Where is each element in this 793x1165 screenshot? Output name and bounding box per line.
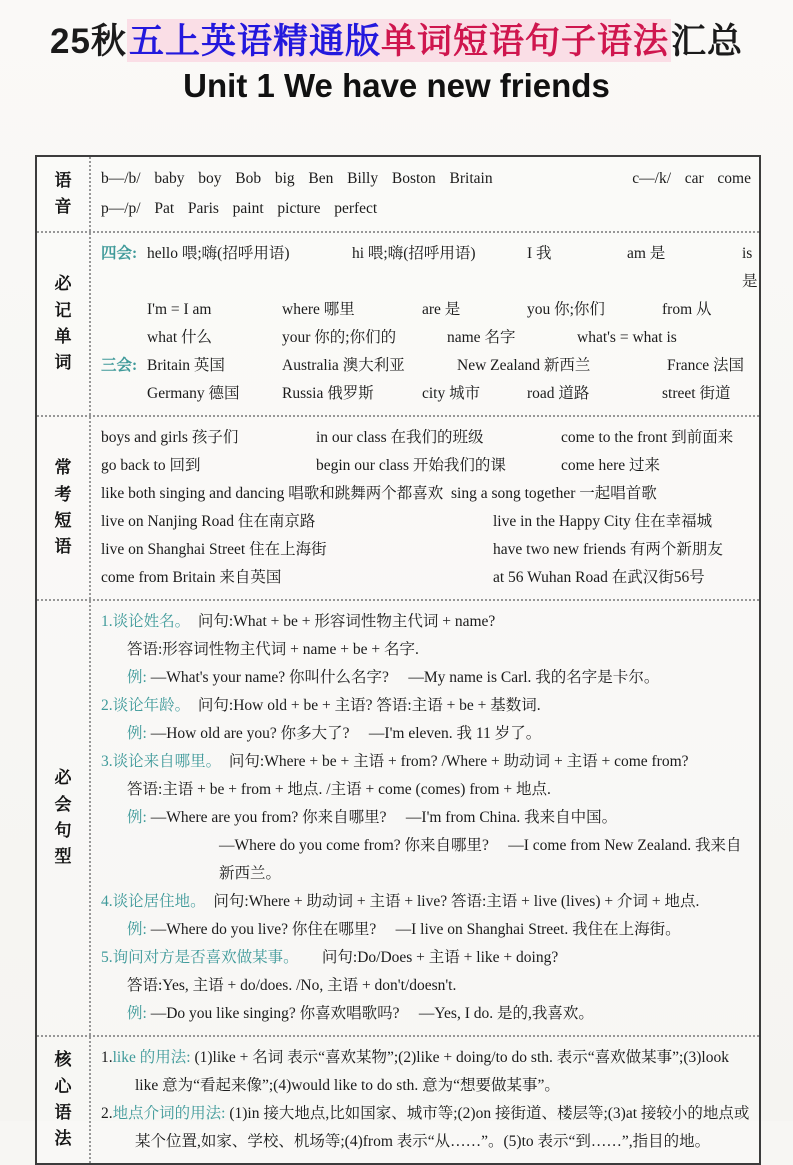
- example-text: —Where do you live? 你住在哪里? —I live on Shanghai Street. 我住在上海街。: [146, 921, 681, 938]
- three-skill-lines: [147, 352, 751, 408]
- pattern-1-question: [101, 608, 751, 636]
- pattern-3-example: [101, 804, 751, 832]
- phonics-content: [91, 157, 759, 231]
- phrase-entry: boys and girls 孩子们: [101, 429, 239, 446]
- phrase-entry: live in the Happy City 住在幸福城: [493, 513, 713, 530]
- example-text: —What's your name? 你叫什么名字? —My name is Carl. 我的名字是卡尔。: [146, 669, 660, 686]
- four-skill-lines: [147, 240, 758, 352]
- pattern-4-head: 4.谈论居住地。: [101, 893, 198, 910]
- phrase-entry: in our class 在我们的班级: [316, 429, 484, 446]
- phonics-b-words: b—/b/ baby boy Bob big Ben Billy Boston Britain: [101, 170, 493, 187]
- word-entry: city 城市: [422, 385, 481, 402]
- word-entry: your 你的;你们的: [282, 329, 397, 346]
- pattern-3-answer: 答语:主语 + be + from + 地点. /主语 + come (comes) from + 地点.: [127, 781, 551, 798]
- pattern-5-question: [101, 944, 751, 972]
- row-phonics: [37, 157, 759, 231]
- unit-title: Unit 1 We have new friends: [183, 67, 610, 104]
- phrase-entry: come to the front 到前面来: [561, 429, 734, 446]
- word-entry: what's = what is: [577, 329, 677, 346]
- phrase-entry: have two new friends 有两个新朋友: [493, 541, 723, 558]
- word-entry: Australia 澳大利亚: [282, 357, 405, 374]
- phrase-entry: live on Shanghai Street 住在上海街: [101, 541, 327, 558]
- pattern-4-question: [101, 888, 751, 916]
- pattern-1-formula: 问句:What + be + 形容词性物主代词 + name?: [182, 613, 496, 630]
- four-skill-block: [101, 240, 758, 352]
- grammar-item-head: 地点介词的用法:: [112, 1105, 226, 1122]
- example-text: —How old are you? 你多大了? —I'm eleven. 我 11 岁了。: [146, 725, 542, 742]
- row-phonics-label: 语音: [54, 170, 72, 216]
- four-skill-label: 四会:: [101, 245, 138, 262]
- pattern-4-example: [101, 916, 751, 944]
- page-title: [0, 20, 793, 64]
- word-line: [147, 380, 751, 408]
- pattern-3-question: [101, 748, 751, 776]
- phonics-line-2: [101, 194, 751, 224]
- row-phonics-labelcell: [37, 157, 91, 231]
- word-entry: Germany 德国: [147, 385, 240, 402]
- word-line: [147, 296, 751, 324]
- grammar-item-body: (1)like + 名词 表示“喜欢某物”;(2)like + doing/to do sth. 表示“喜欢做某事”;(3)look like 意为“看起来像”;(4)would like to do sth. 意为“想要做某事”。: [135, 1049, 733, 1094]
- summary-table: [35, 155, 761, 1165]
- phonics-p-words: p—/p/ Pat Paris paint picture perfect: [101, 200, 378, 217]
- row-words-label: 必记单词: [54, 274, 72, 373]
- phrase-entry: come from Britain 来自英国: [101, 569, 282, 586]
- row-grammar-labelcell: [37, 1037, 91, 1163]
- phrase-line: [101, 536, 751, 564]
- three-skill-label: 三会:: [101, 357, 138, 374]
- phrase-line: [101, 424, 751, 452]
- word-entry: I 我: [527, 245, 552, 262]
- pattern-1-head: 1.谈论姓名。: [101, 613, 183, 630]
- words-content: [91, 233, 759, 415]
- grammar-item-head: like 的用法:: [112, 1049, 191, 1066]
- phonics-c-words: c—/k/ car come: [632, 170, 751, 187]
- pattern-1-answer: 答语:形容词性物主代词 + name + be + 名字.: [127, 641, 419, 658]
- word-entry: where 哪里: [282, 301, 355, 318]
- example-label: 例:: [127, 669, 147, 686]
- example-text: —Do you like singing? 你喜欢唱歌吗? —Yes, I do. 是的,我喜欢。: [146, 1005, 594, 1022]
- phrase-entry: sing a song together 一起唱首歌: [451, 485, 657, 502]
- word-entry: name 名字: [447, 329, 516, 346]
- row-phrases-label: 常考短语: [54, 458, 72, 557]
- example-label: 例:: [127, 725, 147, 742]
- pattern-5-formula: 问句:Do/Does + 主语 + like + doing?: [290, 949, 559, 966]
- word-entry: street 街道: [662, 385, 731, 402]
- row-words-labelcell: [37, 233, 91, 415]
- word-entry: are 是: [422, 301, 461, 318]
- row-sentences-label: 必会句型: [54, 768, 72, 867]
- word-entry: road 道路: [527, 385, 590, 402]
- row-phrases-labelcell: [37, 417, 91, 599]
- example-label: 例:: [127, 809, 147, 826]
- word-entry: I'm = I am: [147, 301, 212, 318]
- title-topic: 单词短语句子语法: [380, 22, 669, 61]
- grammar-item-number: 1.: [101, 1049, 113, 1066]
- row-sentences: [37, 599, 759, 1035]
- phrase-entry: live on Nanjing Road 住在南京路: [101, 513, 316, 530]
- word-entry: what 什么: [147, 329, 213, 346]
- title-edition: 五上英语精通版: [128, 22, 381, 61]
- pattern-5-head: 5.询问对方是否喜欢做某事。: [101, 949, 291, 966]
- word-entry: is 是: [742, 245, 758, 290]
- phrases-content: [91, 417, 759, 599]
- pattern-3-example-2: —Where do you come from? 你来自哪里? —I come from New Zealand. 我来自新西兰。: [219, 837, 742, 882]
- row-sentences-labelcell: [37, 601, 91, 1035]
- phrase-line: [101, 564, 751, 592]
- pattern-5-example: [101, 1000, 751, 1028]
- pattern-2-question: [101, 692, 751, 720]
- pattern-2-head: 2.谈论年龄。: [101, 697, 183, 714]
- word-entry: you 你;你们: [527, 301, 605, 318]
- title-prefix: 25秋: [50, 22, 127, 61]
- row-grammar: [37, 1035, 759, 1163]
- word-entry: hi 喂;嗨(招呼用语): [352, 245, 476, 262]
- sentences-content: [91, 601, 759, 1035]
- title-suffix: 汇总: [670, 22, 743, 61]
- word-entry: am 是: [627, 245, 666, 262]
- pattern-4-formula: 问句:Where + 助动词 + 主语 + live? 答语:主语 + live (lives) + 介词 + 地点.: [197, 893, 700, 910]
- pattern-3-head: 3.谈论来自哪里。: [101, 753, 214, 770]
- pattern-1-example: [101, 664, 751, 692]
- word-entry: New Zealand 新西兰: [457, 357, 591, 374]
- grammar-item-body: (1)in 接大地点,比如国家、城市等;(2)on 接街道、楼层等;(3)at 接较小的地点或某个位置,如家、学校、机场等;(4)from 表示“从……”。(5)to 表示“到……”,指目的地。: [135, 1105, 750, 1150]
- title-highlight: [127, 19, 671, 62]
- word-entry: Britain 英国: [147, 357, 225, 374]
- row-grammar-label: 核心语法: [54, 1050, 72, 1149]
- phrase-entry: come here 过来: [561, 457, 660, 474]
- grammar-item-1: [101, 1044, 751, 1100]
- example-text: —Where are you from? 你来自哪里? —I'm from China. 我来自中国。: [146, 809, 618, 826]
- phrase-entry: at 56 Wuhan Road 在武汉街56号: [493, 569, 705, 586]
- row-words: [37, 231, 759, 415]
- pattern-2-example: [101, 720, 751, 748]
- word-entry: hello 喂;嗨(招呼用语): [147, 245, 290, 262]
- phrase-entry: like both singing and dancing 唱歌和跳舞两个都喜欢: [101, 485, 444, 502]
- phrase-entry: go back to 回到: [101, 457, 201, 474]
- pattern-3-formula: 问句:Where + be + 主语 + from? /Where + 助动词 + 主语 + come from?: [213, 753, 689, 770]
- word-entry: France 法国: [667, 357, 745, 374]
- word-line: [147, 352, 751, 380]
- pattern-5-answer: 答语:Yes, 主语 + do/does. /No, 主语 + don't/doesn't.: [127, 977, 457, 994]
- grammar-item-2: [101, 1100, 751, 1156]
- row-phrases: [37, 415, 759, 599]
- phrase-line: [101, 508, 751, 536]
- word-entry: Russia 俄罗斯: [282, 385, 374, 402]
- phonics-line-1: [101, 164, 751, 194]
- phrase-entry: begin our class 开始我们的课: [316, 457, 506, 474]
- grammar-item-number: 2.: [101, 1105, 113, 1122]
- word-line: [147, 324, 751, 352]
- phrase-line: [101, 452, 751, 480]
- grammar-content: [91, 1037, 759, 1163]
- word-line: [147, 240, 758, 296]
- three-skill-block: [101, 352, 751, 408]
- phrase-line: [101, 480, 751, 508]
- word-entry: from 从: [662, 301, 712, 318]
- pattern-2-formula: 问句:How old + be + 主语? 答语:主语 + be + 基数词.: [182, 697, 541, 714]
- example-label: 例:: [127, 1005, 147, 1022]
- header: [0, 0, 793, 106]
- example-label: 例:: [127, 921, 147, 938]
